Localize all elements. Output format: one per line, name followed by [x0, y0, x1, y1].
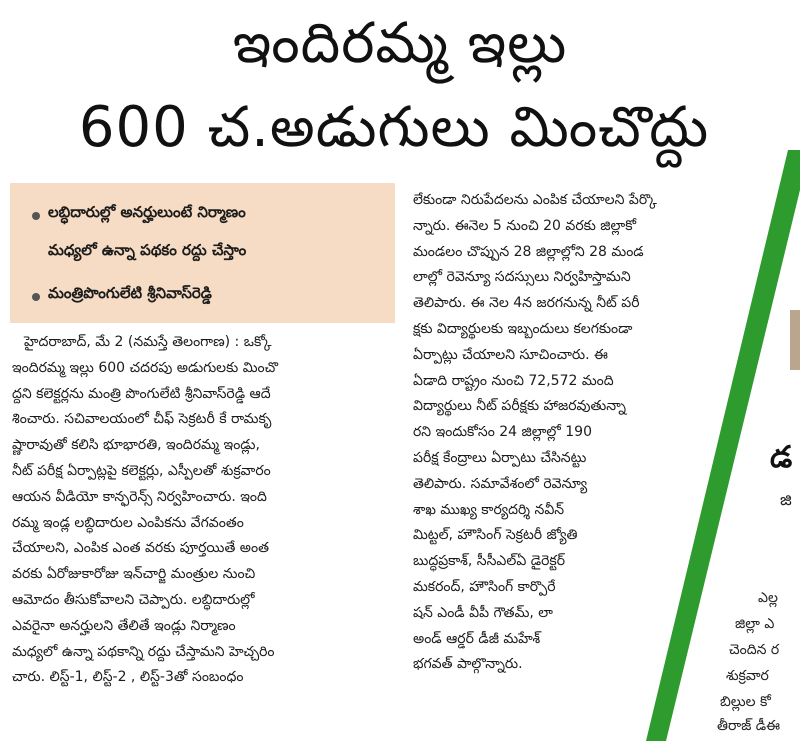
text-line: ష్ణారావుతో కలిసి భూభారతి, ఇందిరమ్మ ఇండ్లు, [12, 437, 260, 454]
text-line: శాఖ ముఖ్య కార్యదర్శి నవీన్ [413, 501, 565, 518]
text-line: షన్ ఎండీ వీపీ గౌతమ్, లా [413, 604, 553, 621]
text-line: తెలిపారు. సమావేశంలో రెవెన్యూ [413, 475, 588, 492]
text-line: న్నారు. ఈనెల 5 నుంచి 20 వరకు జిల్లాకో [413, 217, 637, 234]
text-line: లేకుండా నిరుపేదలను ఎంపిక చేయాలని పేర్కొ [413, 192, 657, 208]
adjacent-article-line: చెందిన ర [729, 642, 780, 658]
text-line: బుద్ధప్రకాశ్, సీసీఎల్ఏ డైరెక్టర్ [413, 553, 565, 570]
text-line: తెలిపారు. ఈ నెల 4న జరగనున్న నీట్ పరీ [413, 295, 640, 312]
text-line: మధ్యలో ఉన్నా పథకాన్ని రద్దు చేస్తామని హెచ్చరిం [12, 643, 275, 660]
text-line: ద్దని కలెక్టర్లను మంత్రి పొంగులేటి శ్రీనివాస్‌రెడ్డి ఆదే [12, 385, 271, 402]
adjacent-article-heading: డ [770, 440, 793, 475]
photo-fragment [790, 310, 800, 370]
text-line: మిట్టల్, హౌసింగ్ సెక్రటరీ జ్యోతి [413, 527, 578, 544]
text-line: పరీక్ష కేంద్రాలు ఏర్పాటు చేసినట్టు [413, 449, 587, 466]
text-line: చారు. లిస్ట్-1, లిస్ట్-2 , లిస్ట్-3తో సంబంధం [12, 669, 244, 686]
text-line: మండలం చొప్పున 28 జిల్లాల్లోని 28 మండ [413, 243, 644, 260]
text-line: ఇందిరమ్మ ఇల్లు 600 చదరపు అడుగులకు మించొ [12, 359, 279, 376]
text-line: క్షకు విద్యార్థులకు ఇబ్బందులు కలగకుండా [413, 320, 633, 337]
highlight-1-line-1: లబ్ధిదారుల్లో అనర్హులుంటే నిర్మాణం [48, 203, 246, 221]
text-line: నీట్ పరీక్ష ఏర్పాట్లపై కలెక్టర్లు, ఎస్పీలతో శుక్రవారం [12, 462, 271, 479]
text-line: ఆయన వీడియో కాన్ఫరెన్స్ నిర్వహించారు. ఇంది [12, 488, 267, 505]
adjacent-article-line: బిల్లుల కో [720, 694, 771, 710]
adjacent-article-line: జిల్లా ఎ [735, 616, 775, 632]
text-line: హైదరాబాద్, మే 2 (నమస్తే తెలంగాణ) : ఒక్కో [24, 334, 272, 350]
text-line: అండ్ ఆర్డర్ డీజీ మహేశ్ [413, 630, 541, 647]
text-line: శించారు. సచివాలయంలో చీఫ్ సెక్రటరీ కే రామకృ [12, 411, 272, 428]
adjacent-article-line: శుక్రవార [726, 668, 769, 684]
headline-line-2: 600 చ.అడుగులు మించొద్దు [78, 95, 710, 160]
text-line: ఆమోదం తీసుకోవాలని చెప్పారు. లబ్ధిదారుల్లో [12, 591, 255, 608]
text-line: ఎవరైనా అనర్హులని తేలితే ఇండ్లు నిర్మాణం [12, 617, 236, 634]
adjacent-article-line: ఎల్ల [758, 590, 778, 606]
text-line: మకరంద్, హౌసింగ్ కార్పొరే [413, 578, 556, 595]
bullet-dot-icon [32, 293, 40, 301]
text-line: ఏడాది రాష్ట్రం నుంచి 72,572 మంది [413, 372, 614, 389]
bullet-dot-icon [32, 212, 40, 220]
text-line: రమ్మ ఇండ్ల లబ్ధిదారుల ఎంపికను వేగవంతం [12, 514, 244, 531]
text-line: చేయాలని, ఎంపిక ఎంత వరకు పూర్తయితే అంత [12, 540, 269, 557]
highlight-1-line-2: మధ్యలో ఉన్నా పథకం రద్దు చేస్తాం [48, 241, 247, 259]
text-line: వరకు ఏరోజుకారోజు ఇన్‌చార్జి మంత్రుల నుంచి [12, 566, 256, 583]
text-line: రని ఇందుకోసం 24 జిల్లాల్లో 190 [413, 424, 592, 441]
article-left-column [12, 330, 396, 691]
text-line: భగవత్ పాల్గొన్నారు. [413, 656, 523, 673]
adjacent-article-subheading: జి [780, 490, 792, 509]
headline-line-1: ఇందిరమ్మ ఇల్లు [232, 11, 568, 76]
text-line: ఏర్పాట్లు చేయాలని సూచించారు. ఈ [413, 346, 608, 363]
text-line: విద్యార్థులు నీట్ పరీక్షకు హాజరవుతున్నా [413, 398, 626, 415]
adjacent-article-line: తీరాజ్ డీఈ [717, 718, 781, 734]
text-line: లాల్లో రెవెన్యూ సదస్సులు నిర్వహిస్తామని [413, 269, 631, 286]
highlight-2-line-1: మంత్రిపొంగులేటి శ్రీనివాస్‌రెడ్డి [48, 284, 212, 302]
highlights-box [10, 183, 395, 323]
